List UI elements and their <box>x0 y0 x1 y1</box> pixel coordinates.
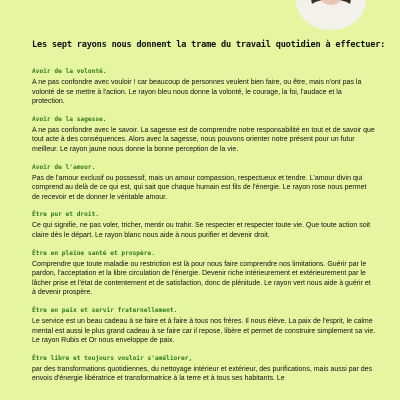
section-heading: Être en pleine santé et prospère. <box>32 249 155 257</box>
section-heading: Avoir de la volonté. <box>32 68 107 75</box>
section-text: par des transformations quotidiennes, du nettoyage intérieur et extérieur, des purifications, mais aussi par des envois d'énergie libératrice et transformatrice à la terre et à tous ses habitants. Le <box>32 365 373 383</box>
section-sante <box>32 250 376 298</box>
section-heading: Être pur et droit. <box>32 211 100 219</box>
section-text: Comprendre que toute maladie ou restriction est là pour nous faire comprendre nos limitations. Guérir par le pardon, l'acceptation et la libre circulation de l'énergie. Devenir riche intérieurement et extérieurement par le lâcher prise et l'état de contentement et de satisfaction, donc de plénitude. Le rayon vert nous aide à guérir et à devenir prospère. <box>32 260 371 297</box>
section-text: Ce qui signifie, ne pas voler, tricher, mentir ou trahir. Se respecter et respecter toute vie. Que toute action soit claire dès le départ. Le rayon blanc nous aide à nous purifier et devenir droit. <box>32 222 371 239</box>
section-volonte <box>32 68 376 107</box>
section-heading: Être en paix et servir fraternellement. <box>32 306 178 314</box>
section-pur-droit <box>32 211 376 240</box>
section-amour <box>32 164 376 203</box>
section-heading: Avoir de l'amour. <box>32 163 96 171</box>
section-heading: Avoir de la sagesse. <box>32 115 107 123</box>
section-text: A ne pas confondre avec le savoir. La sagesse est de comprendre notre responsabilité en tout et de savoir que tout acte à des conséquences. Alors avec la sagesse, nous pouvons orienter notre présent pour un futur meilleur. Le rayon jaune nous donne la bonne perception de la vie. <box>32 126 375 153</box>
section-heading: Être libre et toujours vouloir s'améliorer, <box>32 354 193 362</box>
section-text: A ne pas confondre avec vouloir ! car beaucoup de personnes veulent bien faire, ou être, mais n'ont pas la volonté de se mettre à l'action. Le rayon bleu nous donne la volonté, le courage, la foi, l'audace et la protection. <box>32 79 362 106</box>
section-sagesse <box>32 116 376 155</box>
author-portrait <box>296 0 366 30</box>
section-liberte <box>32 355 376 384</box>
section-text: Le service est un beau cadeau à se faire et à faire à tous nos frères. Il nous élève. La paix de l'esprit, le calme mental est aussi le plus grand cadeau à se faire car il repose, libère et permet de construire simplement sa vie. Le rayon Rubis et Or nous enveloppe de paix. <box>32 317 376 345</box>
page-title: Les sept rayons nous donnent la trame du travail quotidien à effectuer: <box>32 40 386 50</box>
section-paix <box>32 307 376 346</box>
section-text: Pas de l'amour exclusif ou possessif, mais un amour compassion, respectueux et tendre. L'amour divin qui comprend au delà de ce qui est, qui sait que chaque humain est fils de l'énergie. Le rayon rose nous permet de recevoir et de donner le véritable amour. <box>32 174 367 201</box>
document-content <box>32 40 386 393</box>
